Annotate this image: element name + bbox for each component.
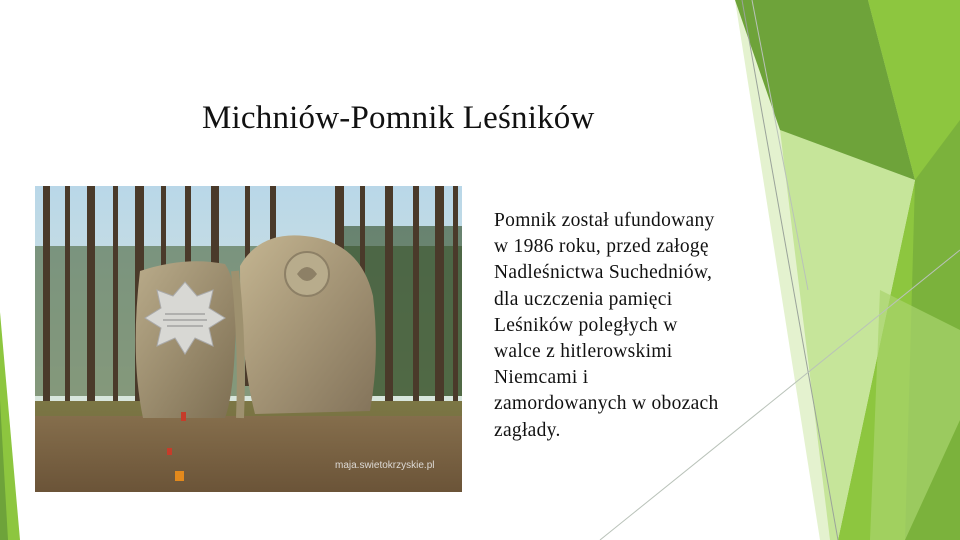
- body-line: zagłady.: [494, 419, 561, 441]
- body-line: Leśników poległych w: [494, 314, 678, 336]
- slide-title: Michniów-Pomnik Leśników: [202, 100, 595, 136]
- photo-watermark: maja.swietokrzyskie.pl: [335, 460, 435, 471]
- slide-body-text: [494, 208, 794, 444]
- monument-photo: [35, 186, 462, 492]
- body-line: Nadleśnictwa Suchedniów,: [494, 262, 713, 284]
- body-line: walce z hitlerowskimi: [494, 341, 673, 363]
- body-line: w 1986 roku, przed załogę: [494, 236, 709, 258]
- body-line: dla uczczenia pamięci: [494, 288, 673, 310]
- body-line: Pomnik został ufundowany: [494, 210, 715, 231]
- body-line: Niemcami i: [494, 367, 589, 389]
- monument-illustration: [35, 186, 462, 492]
- body-line: zamordowanych w obozach: [494, 393, 719, 415]
